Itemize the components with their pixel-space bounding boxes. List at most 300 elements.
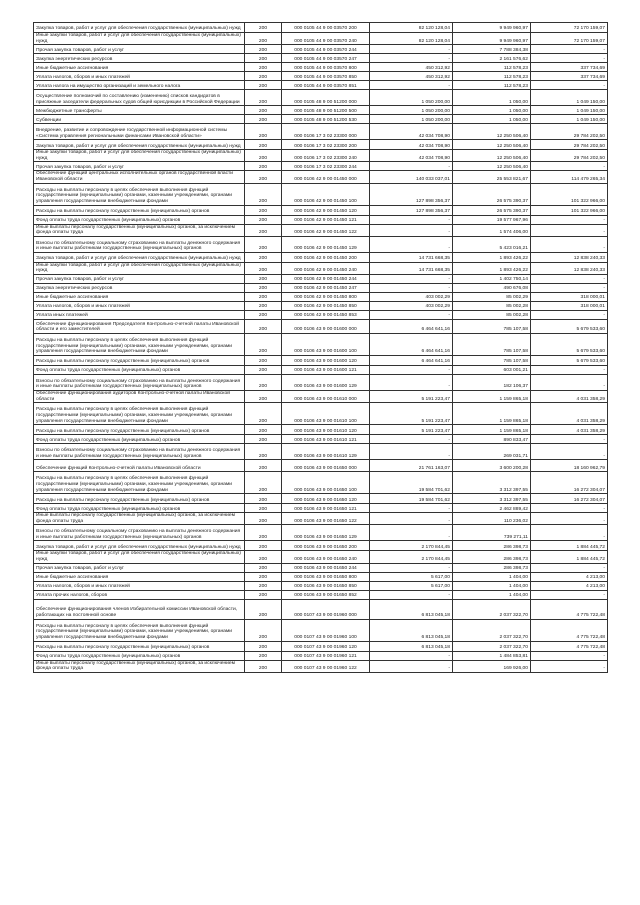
table-row	[34, 333, 608, 355]
budget-classification-code-cell: 000 0107 43 9 00 01960 120	[282, 641, 370, 651]
expense-name-cell: Расходы на выплаты персоналу государственных (муниципальных) органов	[34, 355, 245, 365]
approved-assignments-cell: -	[370, 513, 453, 525]
expense-name-cell: Обеспечение функционирования членов Избирательной комиссии Ивановской области, работающих на постоянной основе	[34, 599, 245, 619]
unexecuted-assignments-cell: 4 213,00	[531, 581, 608, 590]
unexecuted-assignments-cell: 5 679 533,60	[531, 333, 608, 355]
approved-assignments-cell: 5 191 223,47	[370, 425, 453, 435]
unexecuted-assignments-cell: -	[531, 590, 608, 599]
budget-classification-code-cell: 000 0106 43 9 00 01650 120	[282, 494, 370, 504]
line-code-cell: 200	[245, 72, 282, 81]
executed-amount-cell: 785 107,58	[453, 333, 531, 355]
executed-amount-cell: 1 050,00	[453, 90, 531, 106]
expense-name-cell: Фонд оплаты труда государственных (муниципальных) органов	[34, 365, 245, 374]
table-row	[34, 274, 608, 283]
approved-assignments-cell: 6 464 641,16	[370, 333, 453, 355]
budget-classification-code-cell: 000 0106 43 9 00 01600 100	[282, 333, 370, 355]
line-code-cell: 200	[245, 504, 282, 513]
table-row	[34, 403, 608, 425]
unexecuted-assignments-cell: 4 031 358,29	[531, 403, 608, 425]
budget-classification-code-cell: 000 0106 43 9 00 01650 129	[282, 525, 370, 541]
budget-classification-code-cell: 000 0106 17 3 02 23300 000	[282, 124, 370, 140]
unexecuted-assignments-cell: 18 160 962,79	[531, 460, 608, 472]
table-row	[34, 45, 608, 54]
approved-assignments-cell: -	[370, 274, 453, 283]
budget-classification-code-cell: 000 0107 43 9 00 01960 100	[282, 619, 370, 641]
executed-amount-cell: 3 312 397,55	[453, 472, 531, 494]
approved-assignments-cell: 127 898 356,37	[370, 183, 453, 205]
executed-amount-cell: 2 462 889,42	[453, 504, 531, 513]
expense-name-cell: Фонд оплаты труда государственных (муниципальных) органов	[34, 651, 245, 660]
budget-classification-code-cell: 000 0106 42 9 00 01450 121	[282, 215, 370, 224]
executed-amount-cell: 7 788 384,38	[453, 45, 531, 54]
unexecuted-assignments-cell: 4 775 722,48	[531, 599, 608, 619]
line-code-cell: 200	[245, 215, 282, 224]
approved-assignments-cell: 14 731 668,35	[370, 262, 453, 274]
unexecuted-assignments-cell: -	[531, 283, 608, 292]
approved-assignments-cell: 403 002,29	[370, 301, 453, 310]
executed-amount-cell: 603 001,21	[453, 365, 531, 374]
budget-classification-code-cell: 000 0106 42 9 00 01450 000	[282, 171, 370, 183]
budget-classification-code-cell: 000 0106 17 3 02 23300 200	[282, 140, 370, 150]
budget-classification-code-cell: 000 0106 43 9 00 01650 000	[282, 460, 370, 472]
approved-assignments-cell: -	[370, 215, 453, 224]
executed-amount-cell: 182 106,37	[453, 374, 531, 390]
table-row	[34, 33, 608, 45]
line-code-cell: 200	[245, 525, 282, 541]
table-row	[34, 54, 608, 63]
approved-assignments-cell: 2 170 844,45	[370, 551, 453, 563]
expense-name-cell: Закупка товаров, работ и услуг для обеспечения государственных (муниципальных) нужд	[34, 140, 245, 150]
budget-classification-code-cell: 000 0106 17 3 02 23300 244	[282, 162, 370, 171]
table-row	[34, 563, 608, 572]
unexecuted-assignments-cell: 4 775 722,48	[531, 619, 608, 641]
expense-name-cell: Обеспечение функций Контрольно-счетной палаты Ивановской области	[34, 460, 245, 472]
table-row	[34, 444, 608, 460]
line-code-cell: 200	[245, 590, 282, 599]
executed-amount-cell: 110 236,02	[453, 513, 531, 525]
expense-name-cell: Фонд оплаты труда государственных (муниципальных) органов	[34, 215, 245, 224]
line-code-cell: 200	[245, 319, 282, 333]
line-code-cell: 200	[245, 283, 282, 292]
table-row	[34, 660, 608, 672]
executed-amount-cell: 1 159 865,18	[453, 425, 531, 435]
unexecuted-assignments-cell: 1 049 150,00	[531, 90, 608, 106]
approved-assignments-cell: 1 050 200,00	[370, 90, 453, 106]
budget-classification-code-cell: 000 0105 44 9 00 03570 800	[282, 63, 370, 72]
executed-amount-cell: 1 050,00	[453, 106, 531, 115]
executed-amount-cell: 26 575 390,37	[453, 205, 531, 215]
expense-name-cell: Расходы на выплаты персоналу в целях обеспечения выполнения функций государственными (муниципальными) органами, казенными учреждениями, органами управления государственными внебюджетными фондами	[34, 619, 245, 641]
table-row	[34, 541, 608, 551]
executed-amount-cell: 12 250 506,40	[453, 124, 531, 140]
budget-classification-code-cell: 000 0105 44 9 00 03570 850	[282, 72, 370, 81]
executed-amount-cell: 2 037 322,70	[453, 599, 531, 619]
unexecuted-assignments-cell: 4 031 358,29	[531, 425, 608, 435]
executed-amount-cell: 12 250 506,40	[453, 150, 531, 162]
budget-classification-code-cell: 000 0105 44 9 00 03570 240	[282, 33, 370, 45]
expense-name-cell: Взносы по обязательному социальному страхованию на выплаты денежного содержания и иные выплаты работникам государственных (муниципальных) органов	[34, 444, 245, 460]
budget-classification-code-cell: 000 0106 43 9 00 01650 240	[282, 551, 370, 563]
approved-assignments-cell: 19 584 701,62	[370, 472, 453, 494]
approved-assignments-cell: 42 034 708,90	[370, 150, 453, 162]
expense-name-cell: Уплата налогов, сборов и иных платежей	[34, 301, 245, 310]
expense-name-cell: Уплата прочих налогов, сборов	[34, 590, 245, 599]
approved-assignments-cell: 6 464 641,16	[370, 319, 453, 333]
table-row	[34, 310, 608, 319]
executed-amount-cell: 1 484 853,81	[453, 651, 531, 660]
budget-classification-code-cell: 000 0106 42 9 00 01450 850	[282, 301, 370, 310]
expense-name-cell: Иные закупки товаров, работ и услуг для обеспечения государственных (муниципальных) нужд	[34, 262, 245, 274]
approved-assignments-cell: -	[370, 525, 453, 541]
unexecuted-assignments-cell: -	[531, 310, 608, 319]
line-code-cell: 200	[245, 572, 282, 581]
line-code-cell: 200	[245, 140, 282, 150]
approved-assignments-cell: -	[370, 54, 453, 63]
approved-assignments-cell: -	[370, 81, 453, 90]
unexecuted-assignments-cell: 29 784 202,50	[531, 140, 608, 150]
expense-name-cell: Уплата налогов, сборов и иных платежей	[34, 72, 245, 81]
line-code-cell: 200	[245, 162, 282, 171]
budget-classification-code-cell: 000 0107 43 9 00 01960 121	[282, 651, 370, 660]
table-row	[34, 72, 608, 81]
budget-classification-code-cell: 000 0105 44 9 00 03570 244	[282, 45, 370, 54]
unexecuted-assignments-cell: 16 272 304,07	[531, 472, 608, 494]
line-code-cell: 200	[245, 425, 282, 435]
table-row	[34, 472, 608, 494]
expense-name-cell: Фонд оплаты труда государственных (муниципальных) органов	[34, 435, 245, 444]
budget-classification-code-cell: 000 0106 43 9 00 01650 244	[282, 563, 370, 572]
expense-name-cell: Взносы по обязательному социальному страхованию на выплаты денежного содержания и иные выплаты работникам государственных (муниципальных) органов	[34, 236, 245, 252]
line-code-cell: 200	[245, 63, 282, 72]
table-row	[34, 81, 608, 90]
budget-classification-code-cell: 000 0106 43 9 00 01610 129	[282, 444, 370, 460]
expense-name-cell: Субвенции	[34, 115, 245, 124]
approved-assignments-cell: -	[370, 563, 453, 572]
unexecuted-assignments-cell: 318 000,01	[531, 301, 608, 310]
line-code-cell: 200	[245, 236, 282, 252]
approved-assignments-cell: 450 312,92	[370, 72, 453, 81]
budget-classification-code-cell: 000 0106 43 9 00 01600 121	[282, 365, 370, 374]
executed-amount-cell: 1 159 865,18	[453, 390, 531, 402]
table-row	[34, 252, 608, 262]
approved-assignments-cell: -	[370, 651, 453, 660]
line-code-cell: 200	[245, 205, 282, 215]
executed-amount-cell: 1 404,00	[453, 581, 531, 590]
line-code-cell: 200	[245, 660, 282, 672]
budget-classification-code-cell: 000 0105 44 9 00 03570 247	[282, 54, 370, 63]
executed-amount-cell: 19 577 967,96	[453, 215, 531, 224]
approved-assignments-cell: 127 898 356,37	[370, 205, 453, 215]
unexecuted-assignments-cell: 4 031 358,29	[531, 390, 608, 402]
executed-amount-cell: 269 031,71	[453, 444, 531, 460]
table-row	[34, 619, 608, 641]
unexecuted-assignments-cell: 318 000,01	[531, 292, 608, 301]
executed-amount-cell: 9 949 960,97	[453, 23, 531, 33]
executed-amount-cell: 85 002,29	[453, 292, 531, 301]
unexecuted-assignments-cell: -	[531, 513, 608, 525]
budget-classification-code-cell: 000 0106 42 9 00 01450 200	[282, 252, 370, 262]
approved-assignments-cell: -	[370, 236, 453, 252]
budget-classification-code-cell: 000 0106 42 9 00 01450 240	[282, 262, 370, 274]
unexecuted-assignments-cell: -	[531, 504, 608, 513]
executed-amount-cell: 85 002,28	[453, 301, 531, 310]
executed-amount-cell: 112 578,23	[453, 63, 531, 72]
table-row	[34, 90, 608, 106]
budget-classification-code-cell: 000 0106 17 3 02 23300 240	[282, 150, 370, 162]
executed-amount-cell: 3 600 200,28	[453, 460, 531, 472]
line-code-cell: 200	[245, 619, 282, 641]
expense-name-cell: Иные закупки товаров, работ и услуг для обеспечения государственных (муниципальных) нужд	[34, 33, 245, 45]
unexecuted-assignments-cell: 29 784 202,50	[531, 124, 608, 140]
expense-name-cell: Закупка энергетических ресурсов	[34, 283, 245, 292]
line-code-cell: 200	[245, 581, 282, 590]
unexecuted-assignments-cell: 337 734,69	[531, 63, 608, 72]
unexecuted-assignments-cell: 101 322 966,00	[531, 183, 608, 205]
table-row	[34, 504, 608, 513]
executed-amount-cell: 25 553 821,67	[453, 171, 531, 183]
approved-assignments-cell: 450 312,92	[370, 63, 453, 72]
line-code-cell: 200	[245, 494, 282, 504]
expense-name-cell: Уплата налога на имущество организаций и земельного налога	[34, 81, 245, 90]
unexecuted-assignments-cell: -	[531, 236, 608, 252]
budget-classification-code-cell: 000 0106 42 9 00 01450 800	[282, 292, 370, 301]
table-row	[34, 641, 608, 651]
unexecuted-assignments-cell: 101 322 966,00	[531, 205, 608, 215]
line-code-cell: 200	[245, 641, 282, 651]
unexecuted-assignments-cell: -	[531, 374, 608, 390]
executed-amount-cell: 112 578,23	[453, 81, 531, 90]
table-row	[34, 365, 608, 374]
approved-assignments-cell: -	[370, 660, 453, 672]
budget-classification-code-cell: 000 0105 44 9 00 03570 200	[282, 23, 370, 33]
unexecuted-assignments-cell: -	[531, 444, 608, 460]
approved-assignments-cell: -	[370, 310, 453, 319]
budget-classification-code-cell: 000 0106 42 9 00 01450 247	[282, 283, 370, 292]
line-code-cell: 200	[245, 81, 282, 90]
unexecuted-assignments-cell: -	[531, 435, 608, 444]
budget-classification-code-cell: 000 0105 48 9 00 51200 530	[282, 115, 370, 124]
table-row	[34, 115, 608, 124]
table-row	[34, 63, 608, 72]
line-code-cell: 200	[245, 224, 282, 236]
unexecuted-assignments-cell: -	[531, 45, 608, 54]
line-code-cell: 200	[245, 355, 282, 365]
table-row	[34, 236, 608, 252]
line-code-cell: 200	[245, 374, 282, 390]
table-row	[34, 494, 608, 504]
table-row	[34, 215, 608, 224]
executed-amount-cell: 1 574 406,00	[453, 224, 531, 236]
unexecuted-assignments-cell: 4 213,00	[531, 572, 608, 581]
budget-classification-code-cell: 000 0105 48 9 00 51200 000	[282, 90, 370, 106]
line-code-cell: 200	[245, 444, 282, 460]
expense-name-cell: Закупка энергетических ресурсов	[34, 54, 245, 63]
line-code-cell: 200	[245, 651, 282, 660]
unexecuted-assignments-cell: -	[531, 162, 608, 171]
approved-assignments-cell: 19 584 701,62	[370, 494, 453, 504]
executed-amount-cell: 286 398,73	[453, 551, 531, 563]
expense-name-cell: Иные бюджетные ассигнования	[34, 292, 245, 301]
budget-classification-code-cell: 000 0106 43 9 00 01610 121	[282, 435, 370, 444]
approved-assignments-cell: 5 191 223,47	[370, 403, 453, 425]
unexecuted-assignments-cell: 4 775 722,48	[531, 641, 608, 651]
budget-classification-code-cell: 000 0106 42 9 00 01450 120	[282, 205, 370, 215]
line-code-cell: 200	[245, 54, 282, 63]
budget-classification-code-cell: 000 0107 43 9 00 01960 000	[282, 599, 370, 619]
budget-classification-code-cell: 000 0106 43 9 00 01600 000	[282, 319, 370, 333]
table-row	[34, 106, 608, 115]
approved-assignments-cell: 82 120 128,04	[370, 33, 453, 45]
table-body	[34, 23, 608, 673]
budget-classification-code-cell: 000 0106 42 9 00 01450 100	[282, 183, 370, 205]
unexecuted-assignments-cell: -	[531, 660, 608, 672]
executed-amount-cell: 2 161 576,62	[453, 54, 531, 63]
unexecuted-assignments-cell: -	[531, 525, 608, 541]
expense-name-cell: Прочая закупка товаров, работ и услуг	[34, 45, 245, 54]
approved-assignments-cell: 14 731 668,35	[370, 252, 453, 262]
table-row	[34, 224, 608, 236]
line-code-cell: 200	[245, 90, 282, 106]
approved-assignments-cell: 42 034 708,90	[370, 124, 453, 140]
line-code-cell: 200	[245, 563, 282, 572]
table-row	[34, 425, 608, 435]
executed-amount-cell: 112 578,23	[453, 72, 531, 81]
expense-name-cell: Расходы на выплаты персоналу государственных (муниципальных) органов	[34, 641, 245, 651]
expense-name-cell: Фонд оплаты труда государственных (муниципальных) органов	[34, 504, 245, 513]
table-row	[34, 23, 608, 33]
expense-name-cell: Расходы на выплаты персоналу в целях обеспечения выполнения функций государственными (муниципальными) органами, казенными учреждениями, органами управления государственными внебюджетными фондами	[34, 472, 245, 494]
table-row	[34, 374, 608, 390]
line-code-cell: 200	[245, 333, 282, 355]
expense-name-cell: Уплата налогов, сборов и иных платежей	[34, 581, 245, 590]
table-row	[34, 140, 608, 150]
table-row	[34, 292, 608, 301]
approved-assignments-cell: 6 813 045,18	[370, 641, 453, 651]
approved-assignments-cell: 140 033 037,01	[370, 171, 453, 183]
approved-assignments-cell: -	[370, 435, 453, 444]
line-code-cell: 200	[245, 472, 282, 494]
unexecuted-assignments-cell: -	[531, 81, 608, 90]
approved-assignments-cell: 5 191 223,47	[370, 390, 453, 402]
approved-assignments-cell: -	[370, 162, 453, 171]
expense-name-cell: Взносы по обязательному социальному страхованию на выплаты денежного содержания и иные выплаты работникам государственных (муниципальных) органов	[34, 525, 245, 541]
line-code-cell: 200	[245, 183, 282, 205]
line-code-cell: 200	[245, 365, 282, 374]
table-row	[34, 205, 608, 215]
line-code-cell: 200	[245, 150, 282, 162]
budget-classification-code-cell: 000 0107 43 9 00 01960 122	[282, 660, 370, 672]
line-code-cell: 200	[245, 310, 282, 319]
expense-name-cell: Прочая закупка товаров, работ и услуг	[34, 563, 245, 572]
line-code-cell: 200	[245, 252, 282, 262]
unexecuted-assignments-cell: 12 838 240,33	[531, 262, 608, 274]
table-row	[34, 651, 608, 660]
budget-classification-code-cell: 000 0106 43 9 00 01650 122	[282, 513, 370, 525]
expense-name-cell: Расходы на выплаты персоналу государственных (муниципальных) органов	[34, 425, 245, 435]
line-code-cell: 200	[245, 435, 282, 444]
expense-name-cell: Иные бюджетные ассигнования	[34, 63, 245, 72]
budget-classification-code-cell: 000 0106 43 9 00 01650 100	[282, 472, 370, 494]
expense-name-cell: Иные выплаты персоналу государственных (муниципальных) органов, за исключением фонда оплаты труда	[34, 224, 245, 236]
expense-name-cell: Обеспечение функционирования Председателя Контрольно-счетной палаты Ивановской области и его заместителей	[34, 319, 245, 333]
executed-amount-cell: 1 404,00	[453, 572, 531, 581]
line-code-cell: 200	[245, 390, 282, 402]
line-code-cell: 200	[245, 292, 282, 301]
expense-name-cell: Иные выплаты персоналу государственных (муниципальных) органов, за исключением фонда оплаты труда	[34, 660, 245, 672]
approved-assignments-cell: -	[370, 45, 453, 54]
table-row	[34, 183, 608, 205]
table-row	[34, 262, 608, 274]
executed-amount-cell: 3 312 397,55	[453, 494, 531, 504]
table-row	[34, 572, 608, 581]
executed-amount-cell: 2 037 322,70	[453, 641, 531, 651]
budget-classification-code-cell: 000 0106 43 9 00 01600 129	[282, 374, 370, 390]
expense-name-cell: Обеспечение функций центральных исполнительных органов государственной власти Ивановской области	[34, 171, 245, 183]
expense-name-cell: Внедрение, развитие и сопровождение государственной информационной системы «Система управления региональными финансами Ивановской области»	[34, 124, 245, 140]
expense-name-cell: Закупка товаров, работ и услуг для обеспечения государственных (муниципальных) нужд	[34, 541, 245, 551]
expense-name-cell: Расходы на выплаты персоналу в целях обеспечения выполнения функций государственными (муниципальными) органами, казенными учреждениями, органами управления государственными внебюджетными фондами	[34, 183, 245, 205]
expense-name-cell: Обеспечение функционирования аудиторов Контрольно-счетной палаты Ивановской области	[34, 390, 245, 402]
expense-name-cell: Закупка товаров, работ и услуг для обеспечения государственных (муниципальных) нужд	[34, 23, 245, 33]
executed-amount-cell: 1 159 865,18	[453, 403, 531, 425]
line-code-cell: 200	[245, 45, 282, 54]
approved-assignments-cell: -	[370, 365, 453, 374]
executed-amount-cell: 85 002,28	[453, 310, 531, 319]
table-row	[34, 435, 608, 444]
line-code-cell: 200	[245, 115, 282, 124]
line-code-cell: 200	[245, 274, 282, 283]
approved-assignments-cell: 6 813 045,18	[370, 619, 453, 641]
expense-name-cell: Межбюджетные трансферты	[34, 106, 245, 115]
line-code-cell: 200	[245, 124, 282, 140]
executed-amount-cell: 1 893 426,22	[453, 252, 531, 262]
budget-classification-code-cell: 000 0106 43 9 00 01600 120	[282, 355, 370, 365]
expense-name-cell: Иные выплаты персоналу государственных (муниципальных) органов, за исключением фонда оплаты труда	[34, 513, 245, 525]
executed-amount-cell: 1 402 750,14	[453, 274, 531, 283]
executed-amount-cell: 286 398,73	[453, 563, 531, 572]
approved-assignments-cell: 1 050 200,00	[370, 115, 453, 124]
table-row	[34, 150, 608, 162]
table-row	[34, 319, 608, 333]
budget-classification-code-cell: 000 0106 43 9 00 01610 100	[282, 403, 370, 425]
line-code-cell: 200	[245, 599, 282, 619]
executed-amount-cell: 169 926,00	[453, 660, 531, 672]
table-row	[34, 599, 608, 619]
line-code-cell: 200	[245, 513, 282, 525]
executed-amount-cell: 890 833,47	[453, 435, 531, 444]
approved-assignments-cell: 82 120 128,04	[370, 23, 453, 33]
budget-classification-code-cell: 000 0105 48 9 00 51200 500	[282, 106, 370, 115]
budget-classification-code-cell: 000 0106 43 9 00 01650 200	[282, 541, 370, 551]
budget-classification-code-cell: 000 0106 42 9 00 01450 853	[282, 310, 370, 319]
table-row	[34, 525, 608, 541]
expense-name-cell: Иные закупки товаров, работ и услуг для обеспечения государственных (муниципальных) нужд	[34, 551, 245, 563]
executed-amount-cell: 1 404,00	[453, 590, 531, 599]
unexecuted-assignments-cell: -	[531, 54, 608, 63]
table-row	[34, 581, 608, 590]
approved-assignments-cell: -	[370, 444, 453, 460]
approved-assignments-cell: 5 617,00	[370, 572, 453, 581]
table-row	[34, 551, 608, 563]
executed-amount-cell: 785 107,58	[453, 355, 531, 365]
line-code-cell: 200	[245, 403, 282, 425]
approved-assignments-cell: 403 002,29	[370, 292, 453, 301]
executed-amount-cell: 490 676,08	[453, 283, 531, 292]
table-row	[34, 355, 608, 365]
approved-assignments-cell: 1 050 200,00	[370, 106, 453, 115]
unexecuted-assignments-cell: -	[531, 651, 608, 660]
unexecuted-assignments-cell: 1 884 445,72	[531, 551, 608, 563]
